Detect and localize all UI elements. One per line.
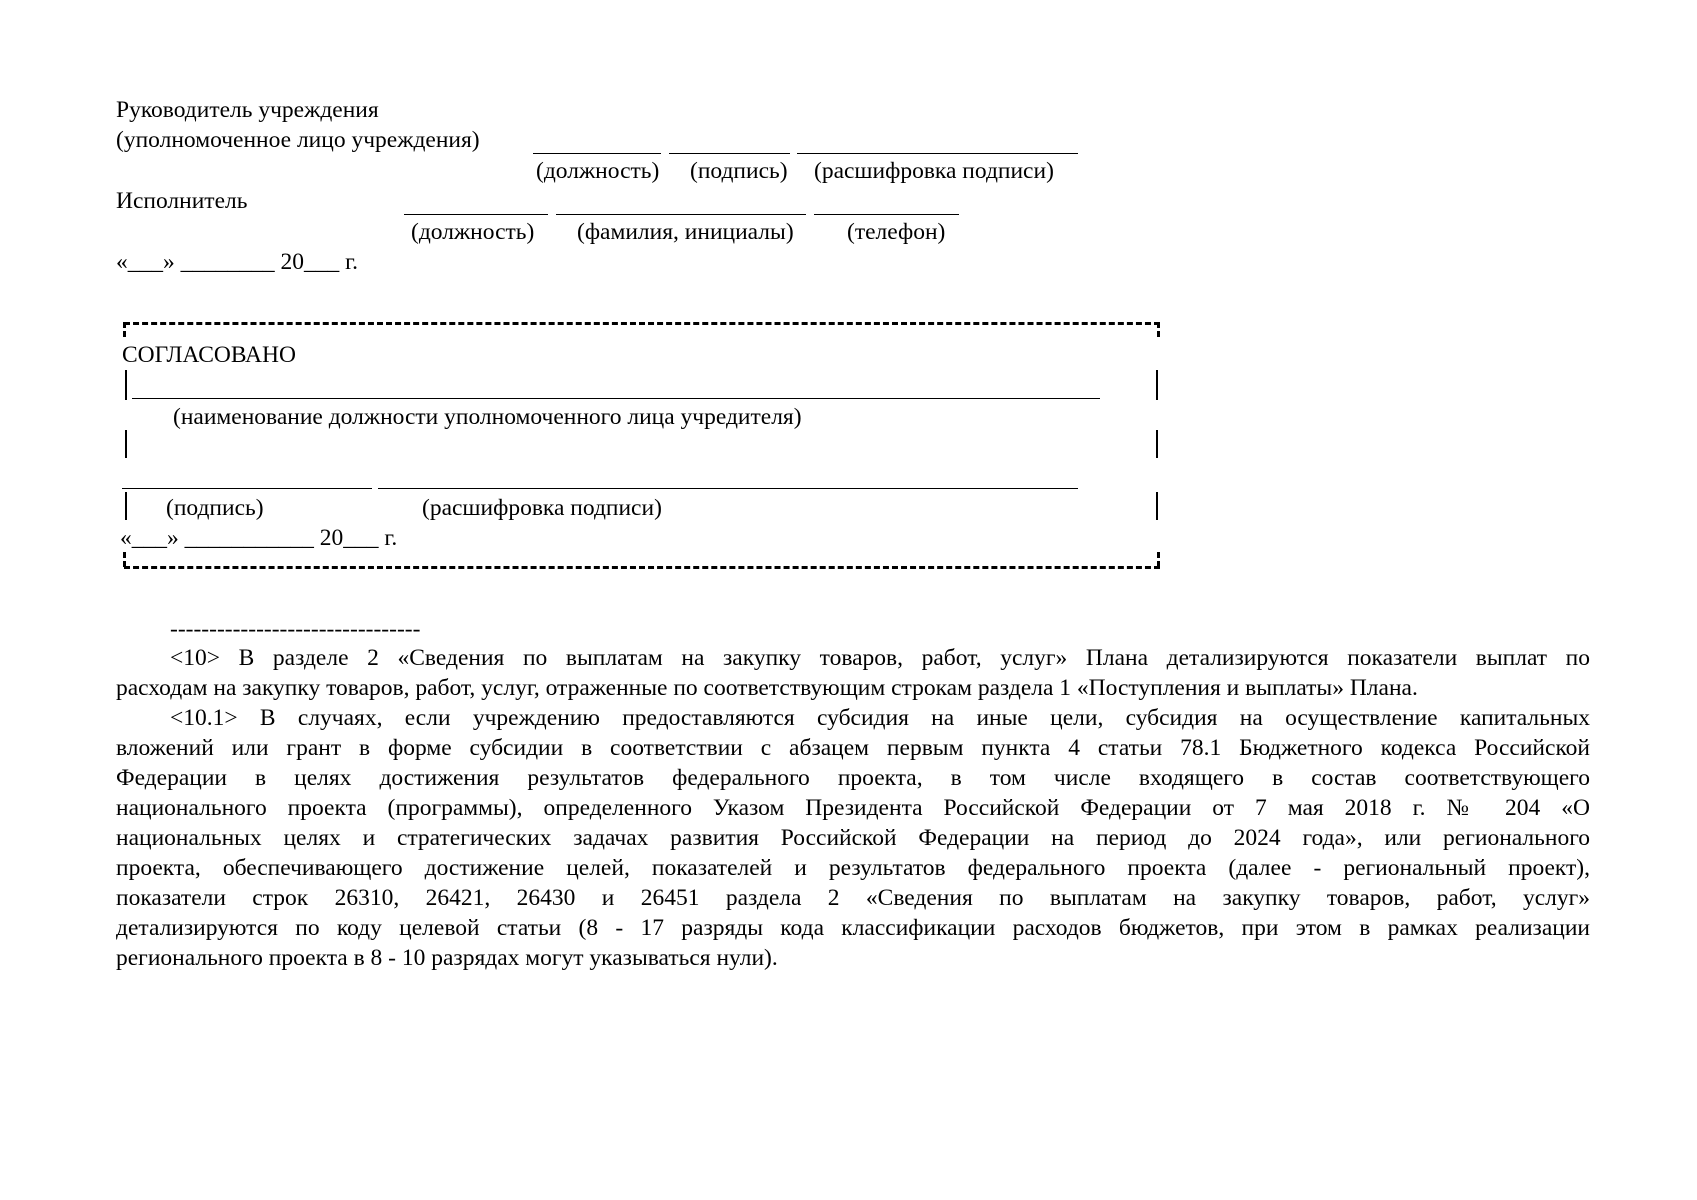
footnote-line: детализируются по коду целевой статьи (8 - 17 разряды кода классификации расходов бюджетов, при этом в рамках реализации: [116, 915, 1590, 941]
approval-box-right-tick: [1156, 430, 1158, 458]
approval-box-corner-tl: [123, 322, 126, 337]
head-label-authorized: (уполномоченное лицо учреждения): [116, 127, 480, 153]
executor-phone-line[interactable]: [814, 214, 959, 215]
approval-box-left-tick: [125, 492, 127, 520]
footnote-line: расходам на закупку товаров, работ, услуг, отраженные по соответствующим строкам раздела 1 «Поступления и выплаты» Плана.: [116, 675, 1418, 701]
footnote-line: Федерации в целях достижения результатов федерального проекта, в том числе входящего в состав соответствующего: [116, 765, 1590, 791]
approval-box-bottom-border: [124, 566, 1160, 569]
approval-position-line[interactable]: [132, 398, 1100, 399]
footnote-line: показатели строк 26310, 26421, 26430 и 26451 раздела 2 «Сведения по выплатам на закупку товаров, работ, услуг»: [116, 885, 1590, 911]
head-position-caption: (должность): [536, 158, 660, 184]
executor-phone-caption: (телефон): [847, 219, 946, 245]
footnote-line: вложений или грант в форме субсидии в соответствии с абзацем первым пункта 4 статьи 78.1 Бюджетного кодекса Российской: [116, 735, 1590, 761]
head-position-line[interactable]: [533, 153, 661, 154]
approval-decoding-line[interactable]: [378, 488, 1078, 489]
approval-position-caption: (наименование должности уполномоченного лица учредителя): [173, 404, 802, 430]
footnote-line: <10.1> В случаях, если учреждению предоставляются субсидия на иные цели, субсидия на осуществление капитальных: [170, 705, 1590, 731]
head-decoding-caption: (расшифровка подписи): [814, 158, 1054, 184]
footnote-line: проекта, обеспечивающего достижение целей, показателей и результатов федерального проекта (далее - региональный проект),: [116, 855, 1590, 881]
approval-title: СОГЛАСОВАНО: [122, 342, 296, 368]
head-label: Руководитель учреждения: [116, 97, 379, 123]
approval-box-left-tick: [125, 370, 127, 400]
approval-date-line: «___» ___________ 20___ г.: [120, 525, 398, 551]
footnote-line: национальных целях и стратегических задачах развития Российской Федерации на период до 2024 года», или регионального: [116, 825, 1590, 851]
executor-name-line[interactable]: [556, 214, 806, 215]
executor-position-caption: (должность): [411, 219, 535, 245]
date-line: «___» ________ 20___ г.: [116, 249, 358, 275]
head-signature-line[interactable]: [669, 153, 790, 154]
executor-name-caption: (фамилия, инициалы): [577, 219, 794, 245]
footnote-line: регионального проекта в 8 - 10 разрядах могут указываться нули).: [116, 945, 778, 971]
approval-box-corner-tr: [1157, 322, 1160, 337]
approval-decoding-caption: (расшифровка подписи): [422, 495, 662, 521]
approval-box-top-border: [124, 322, 1160, 325]
approval-signature-caption: (подпись): [166, 495, 264, 521]
footnote-10: [116, 643, 1590, 703]
approval-box-left-tick: [125, 430, 127, 458]
executor-position-line[interactable]: [404, 214, 548, 215]
footnote-line: национального проекта (программы), определенного Указом Президента Российской Федерации от 7 мая 2018 г. № 204 «О: [116, 795, 1590, 821]
approval-box-right-tick: [1156, 370, 1158, 400]
approval-box-corner-bl: [123, 552, 126, 567]
footnote-separator: --------------------------------: [170, 616, 421, 642]
head-signature-caption: (подпись): [690, 158, 788, 184]
approval-box-corner-br: [1157, 552, 1160, 567]
footnote-line: <10> В разделе 2 «Сведения по выплатам на закупку товаров, работ, услуг» Плана детализируются показатели выплат по: [170, 645, 1590, 671]
approval-signature-line[interactable]: [122, 488, 372, 489]
approval-box-right-tick: [1156, 492, 1158, 520]
footnote-10-1: [116, 703, 1590, 973]
executor-label: Исполнитель: [116, 188, 248, 214]
head-decoding-line[interactable]: [797, 153, 1078, 154]
